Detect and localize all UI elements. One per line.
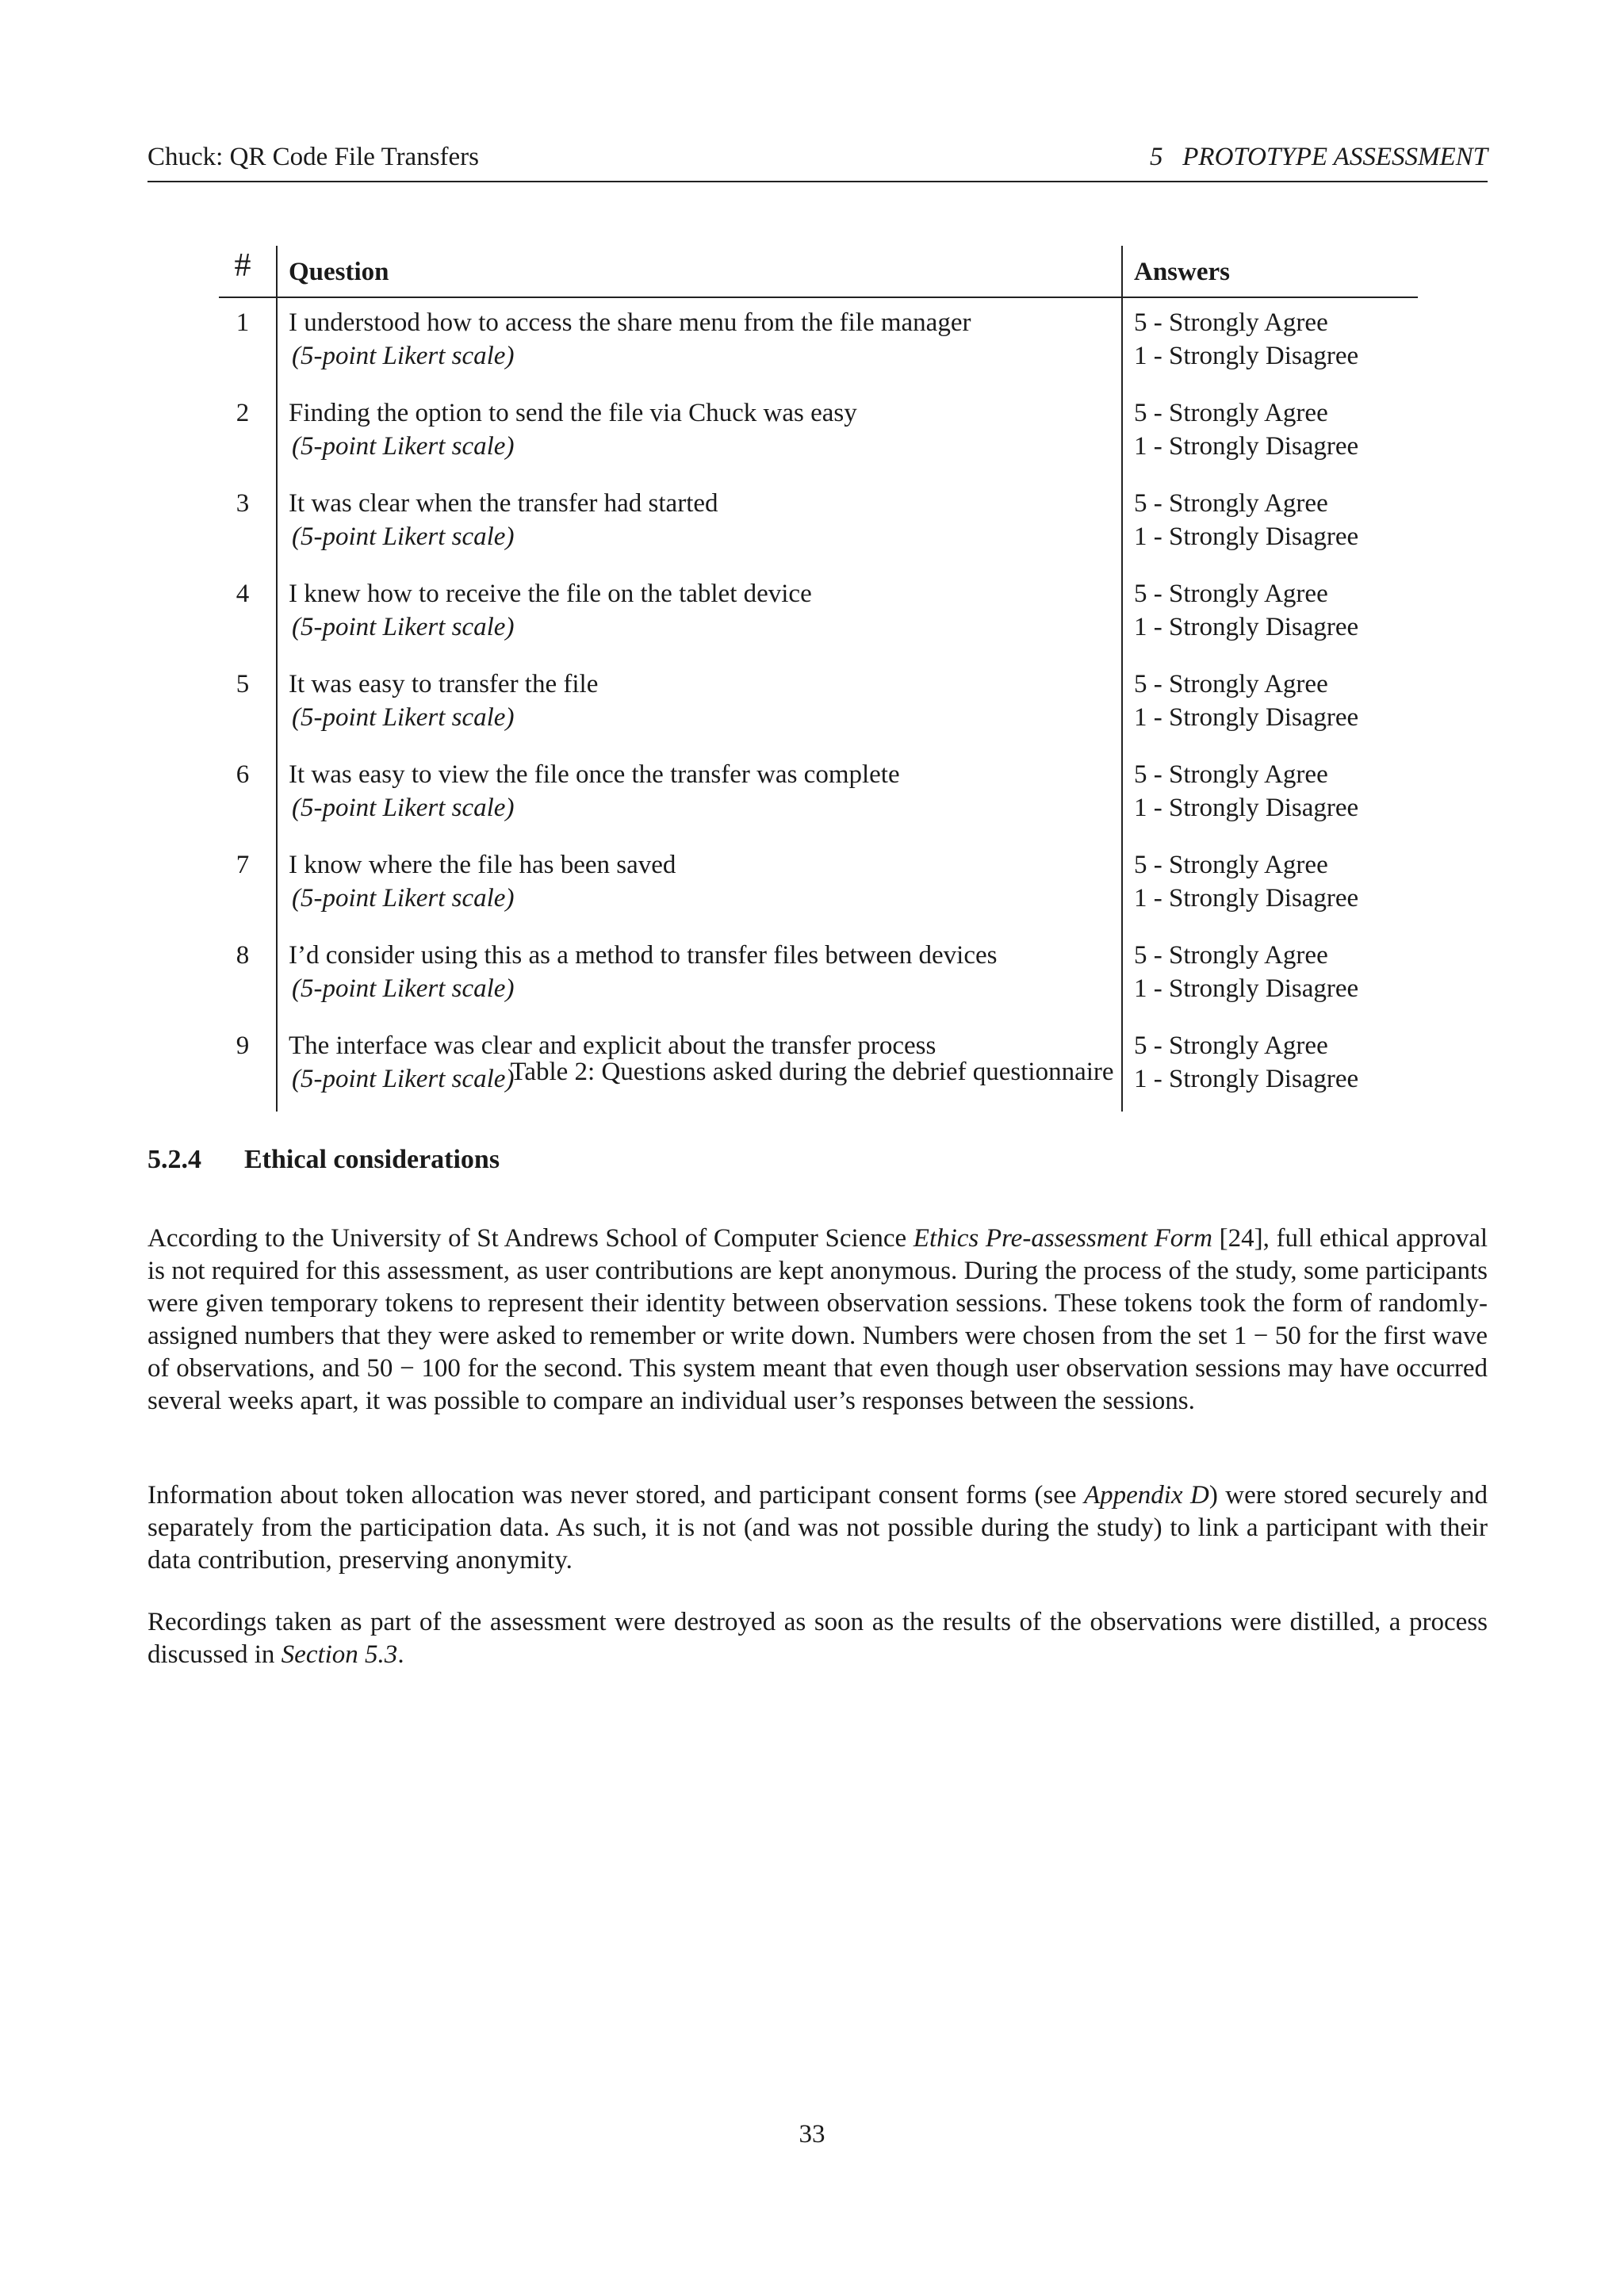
column-header-answers: Answers	[1122, 246, 1418, 297]
paragraph-text: [24], full ethical approval is not required for this assessment, as user contributions are kept anonymous. During the process of the study, some participants were given temporary tokens to represent their identity between observation sessions. These tokens took the form of randomly-assigned numbers that they were asked to remember or write down. Numbers were chosen from the set 1 − 50 for the first wave of observations, and 50 − 100 for the second. This system meant that even though user observation sessions may have occurred several weeks apart, it was possible to compare an individual user’s responses between the sessions.	[147, 1224, 1488, 1415]
question-text: It was easy to view the file once the transfer was complete	[289, 760, 900, 789]
answer-low: 1 - Strongly Disagree	[1134, 974, 1359, 1003]
table-row	[219, 297, 1418, 388]
paragraph-recordings	[147, 1606, 1488, 1671]
table-header-row	[219, 246, 1418, 297]
paragraph-token-storage	[147, 1479, 1488, 1577]
answers-cell	[1122, 840, 1418, 931]
section-title: Ethical considerations	[244, 1145, 500, 1174]
table-row	[219, 840, 1418, 931]
section-heading	[147, 1145, 500, 1175]
answer-low: 1 - Strongly Disagree	[1134, 342, 1359, 370]
scale-note: (5-point Likert scale)	[292, 613, 515, 641]
paragraph-text: .	[397, 1640, 404, 1669]
answers-cell	[1122, 388, 1418, 479]
answer-high: 5 - Strongly Agree	[1134, 851, 1328, 879]
answer-high: 5 - Strongly Agree	[1134, 308, 1328, 337]
paragraph-text: Recordings taken as part of the assessment were destroyed as soon as the results of the observations were distilled, a process discussed in	[147, 1608, 1488, 1669]
row-number: 5	[219, 660, 277, 750]
question-text: It was easy to transfer the file	[289, 670, 599, 698]
table-row	[219, 931, 1418, 1021]
scale-note: (5-point Likert scale)	[292, 432, 515, 461]
row-number: 4	[219, 569, 277, 660]
appendix-reference: Appendix D	[1083, 1481, 1209, 1510]
paragraph-ethics-approval	[147, 1223, 1488, 1418]
answer-high: 5 - Strongly Agree	[1134, 941, 1328, 970]
answer-low: 1 - Strongly Disagree	[1134, 432, 1359, 461]
question-cell	[277, 660, 1122, 750]
answer-high: 5 - Strongly Agree	[1134, 1031, 1328, 1060]
paragraph-text: Information about token allocation was never stored, and participant consent forms (see	[147, 1481, 1084, 1510]
table-row	[219, 569, 1418, 660]
answer-low: 1 - Strongly Disagree	[1134, 613, 1359, 641]
answer-high: 5 - Strongly Agree	[1134, 760, 1328, 789]
scale-note: (5-point Likert scale)	[292, 794, 515, 822]
question-text: I knew how to receive the file on the tablet device	[289, 580, 812, 608]
table-body	[219, 297, 1418, 1112]
question-text: I’d consider using this as a method to transfer files between devices	[289, 941, 998, 970]
answers-cell	[1122, 297, 1418, 388]
scale-note: (5-point Likert scale)	[292, 703, 515, 732]
row-number: 1	[219, 297, 277, 388]
question-cell	[277, 750, 1122, 840]
question-cell	[277, 569, 1122, 660]
question-cell	[277, 479, 1122, 569]
answer-high: 5 - Strongly Agree	[1134, 580, 1328, 608]
column-header-question: Question	[277, 246, 1122, 297]
table-row	[219, 660, 1418, 750]
answers-cell	[1122, 479, 1418, 569]
question-text: The interface was clear and explicit about the transfer process	[289, 1031, 936, 1060]
page-number: 33	[799, 2120, 825, 2149]
answer-high: 5 - Strongly Agree	[1134, 399, 1328, 427]
answer-low: 1 - Strongly Disagree	[1134, 703, 1359, 732]
column-header-number: #	[219, 246, 277, 297]
answer-low: 1 - Strongly Disagree	[1134, 794, 1359, 822]
scale-note: (5-point Likert scale)	[292, 884, 515, 913]
answer-low: 1 - Strongly Disagree	[1134, 522, 1359, 551]
row-number: 2	[219, 388, 277, 479]
table-caption: Table 2: Questions asked during the debrief questionnaire	[510, 1058, 1114, 1086]
question-text: It was clear when the transfer had started	[289, 489, 718, 518]
question-cell	[277, 840, 1122, 931]
scale-note: (5-point Likert scale)	[292, 342, 515, 370]
question-cell	[277, 388, 1122, 479]
table-row	[219, 388, 1418, 479]
scale-note: (5-point Likert scale)	[292, 1065, 515, 1093]
table-row	[219, 750, 1418, 840]
header-section: 5 PROTOTYPE ASSESSMENT	[1150, 143, 1488, 171]
header-title: Chuck: QR Code File Transfers	[147, 143, 480, 171]
answer-high: 5 - Strongly Agree	[1134, 489, 1328, 518]
row-number: 7	[219, 840, 277, 931]
answers-cell	[1122, 569, 1418, 660]
answers-cell	[1122, 931, 1418, 1021]
row-number: 8	[219, 931, 277, 1021]
running-header	[147, 141, 1488, 182]
section-number: 5.2.4	[147, 1145, 201, 1174]
row-number: 6	[219, 750, 277, 840]
question-text: I understood how to access the share menu from the file manager	[289, 308, 971, 337]
answer-high: 5 - Strongly Agree	[1134, 670, 1328, 698]
form-reference: Ethics Pre-assessment Form	[913, 1224, 1212, 1253]
row-number: 9	[219, 1021, 277, 1112]
question-cell	[277, 297, 1122, 388]
question-text: Finding the option to send the file via Chuck was easy	[289, 399, 857, 427]
section-reference: Section 5.3	[281, 1640, 398, 1669]
scale-note: (5-point Likert scale)	[292, 522, 515, 551]
answer-low: 1 - Strongly Disagree	[1134, 1065, 1359, 1093]
answer-low: 1 - Strongly Disagree	[1134, 884, 1359, 913]
questionnaire-table	[219, 246, 1418, 1112]
answers-cell	[1122, 750, 1418, 840]
answers-cell	[1122, 660, 1418, 750]
paragraph-text: According to the University of St Andrews School of Computer Science	[147, 1224, 914, 1253]
question-text: I know where the file has been saved	[289, 851, 676, 879]
table-row	[219, 479, 1418, 569]
scale-note: (5-point Likert scale)	[292, 974, 515, 1003]
row-number: 3	[219, 479, 277, 569]
question-cell	[277, 931, 1122, 1021]
paragraph-text: ) were stored securely and separately from the participation data. As such, it is not (and was not possible during the study) to link a participant with their data contribution, preserving anonymity.	[147, 1481, 1488, 1575]
